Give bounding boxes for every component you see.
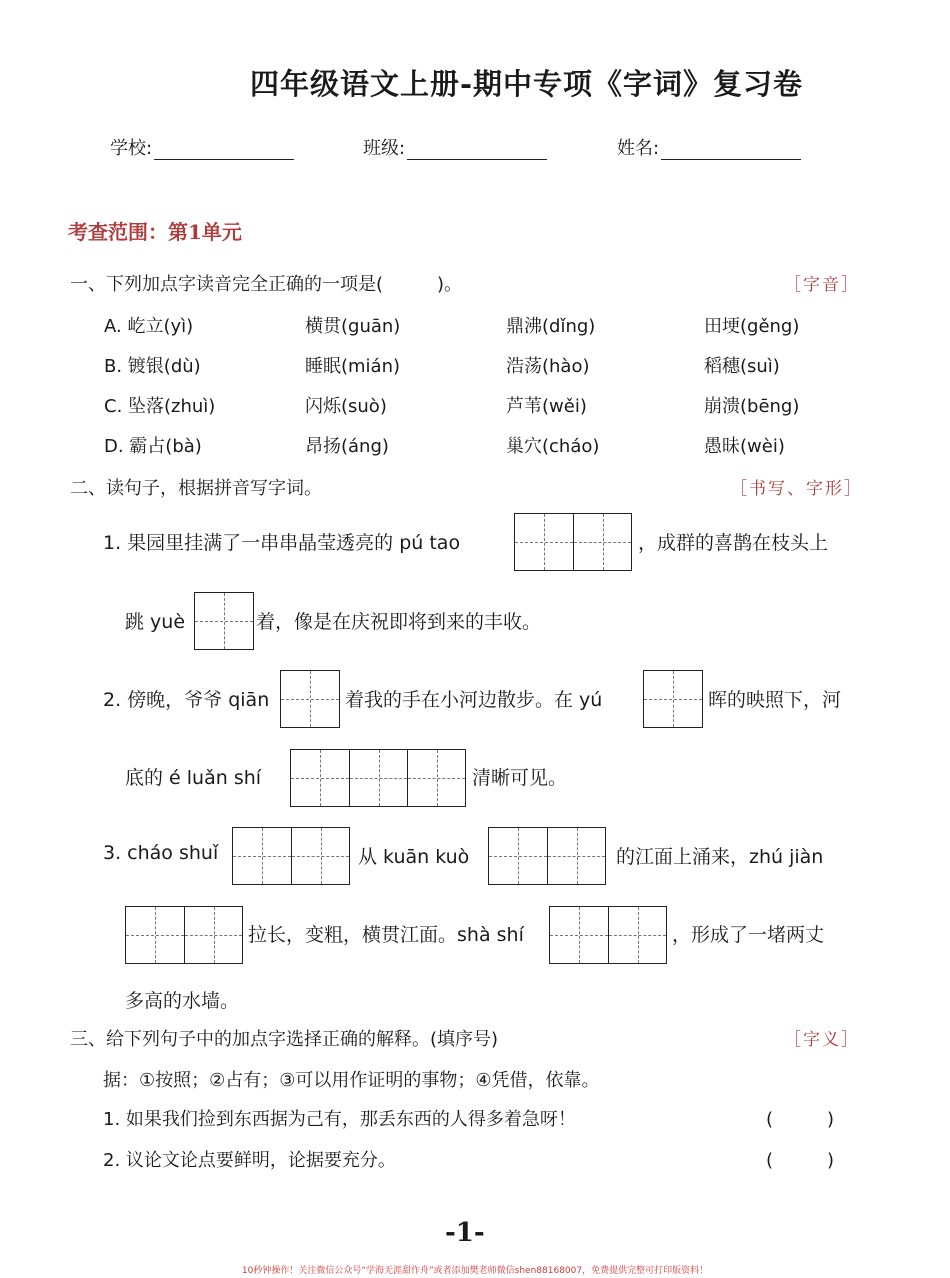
q1-option-c-word: 芦苇(wěi): [506, 396, 587, 417]
q3-answer-2[interactable]: ( ): [766, 1150, 835, 1171]
school-field: [110, 134, 294, 160]
name-label: 姓名:: [617, 138, 660, 159]
q1-option-a: A. 屹立(yì): [104, 316, 194, 337]
answer-box-yue[interactable]: [194, 592, 254, 650]
q2-sentence-3a: 3. cháo shuǐ: [103, 842, 219, 864]
q1-option-a-word: 鼎沸(dǐng): [506, 316, 596, 337]
q2-tag: ［书写、字形］: [730, 479, 863, 499]
q3-tag: ［字义］: [784, 1030, 860, 1050]
class-label: 班级:: [363, 138, 406, 159]
q1-tag: ［字音］: [784, 275, 860, 295]
answer-box-yu[interactable]: [643, 670, 703, 728]
q2-sentence-2a: 2. 傍晚，爷爷 qiān: [103, 689, 270, 711]
q1-option-c-word: 闪烁(suò): [305, 396, 387, 417]
q2-sentence-1c: 跳 yuè: [125, 611, 186, 633]
q1-option-b: B. 镀银(dù): [104, 356, 201, 377]
school-blank: [154, 139, 294, 160]
q1-option-d-word: 巢穴(cháo): [506, 436, 600, 457]
q2-sentence-2c: 晖的映照下，河: [708, 689, 842, 711]
q3-answer-1[interactable]: ( ): [766, 1109, 835, 1130]
q1-option-b-word: 睡眠(mián): [305, 356, 401, 377]
q3-sentence-2: 2. 议论文论点要鲜明，论据要充分。: [103, 1150, 396, 1171]
class-blank: [407, 139, 547, 160]
q1-option-c-word: 崩溃(bēng): [704, 396, 800, 417]
q1-option-a-word: 田埂(gěng): [704, 316, 800, 337]
class-field: [363, 134, 547, 160]
q2-sentence-1a: 1. 果园里挂满了一串串晶莹透亮的 pú tao: [103, 532, 461, 554]
q3-definitions: 据：①按照；②占有；③可以用作证明的事物；④凭借，依靠。: [103, 1070, 600, 1091]
school-label: 学校:: [110, 138, 153, 159]
answer-box-putao[interactable]: [514, 513, 632, 571]
q2-sentence-1d: 着，像是在庆祝即将到来的丰收。: [256, 611, 542, 633]
q1-option-a-word: 横贯(guān): [305, 316, 401, 337]
q2-sentence-3d: 拉长，变粗，横贯江面。shà shí: [248, 924, 524, 946]
answer-box-shashi[interactable]: [549, 906, 667, 964]
q1-option-c: C. 坠落(zhuì): [104, 396, 216, 417]
q2-sentence-2b: 着我的手在小河边散步。在 yú: [345, 689, 603, 711]
q2-stem: 二、读句子，根据拼音写字词。: [70, 478, 322, 499]
q2-sentence-3b: 从 kuān kuò: [358, 846, 470, 868]
page-number: -1-: [445, 1218, 485, 1248]
q2-sentence-3e: ，形成了一堵两丈: [672, 924, 825, 946]
answer-box-zhujian[interactable]: [125, 906, 243, 964]
q3-stem: 三、给下列句子中的加点字选择正确的解释。(填序号): [70, 1029, 499, 1050]
name-blank: [661, 139, 801, 160]
answer-box-chaoshui[interactable]: [232, 827, 350, 885]
q3-sentence-1: 1. 如果我们捡到东西据为己有，那丢东西的人得多着急呀！: [103, 1109, 576, 1130]
q1-option-d-word: 愚昧(wèi): [704, 436, 785, 457]
q1-option-b-word: 浩荡(hào): [506, 356, 590, 377]
answer-box-kuankuo[interactable]: [488, 827, 606, 885]
q2-sentence-3c: 的江面上涌来，zhú jiàn: [616, 846, 824, 868]
exam-scope: 考查范围：第1单元: [68, 220, 242, 244]
q1-option-d: D. 霸占(bà): [104, 436, 202, 457]
q1-option-b-word: 稻穗(suì): [704, 356, 780, 377]
name-field: [617, 134, 801, 160]
q2-sentence-1b: ，成群的喜鹊在枝头上: [638, 532, 829, 554]
q1-option-d-word: 昂扬(áng): [305, 436, 389, 457]
q1-stem: 一、下列加点字读音完全正确的一项是( )。: [70, 274, 463, 295]
q2-sentence-2d: 底的 é luǎn shí: [125, 767, 262, 789]
page-title: 四年级语文上册-期中专项《字词》复习卷: [250, 67, 804, 101]
q2-sentence-3f: 多高的水墙。: [125, 990, 240, 1012]
answer-box-eluanshi[interactable]: [290, 749, 466, 807]
answer-box-qian[interactable]: [280, 670, 340, 728]
footer-notice: 10秒钟操作！关注微信公众号“学海无涯甜作舟”或者添加樊老师微信shen88168007，免费提供完整可打印版资料！: [241, 1266, 709, 1276]
q2-sentence-2e: 清晰可见。: [472, 767, 568, 789]
